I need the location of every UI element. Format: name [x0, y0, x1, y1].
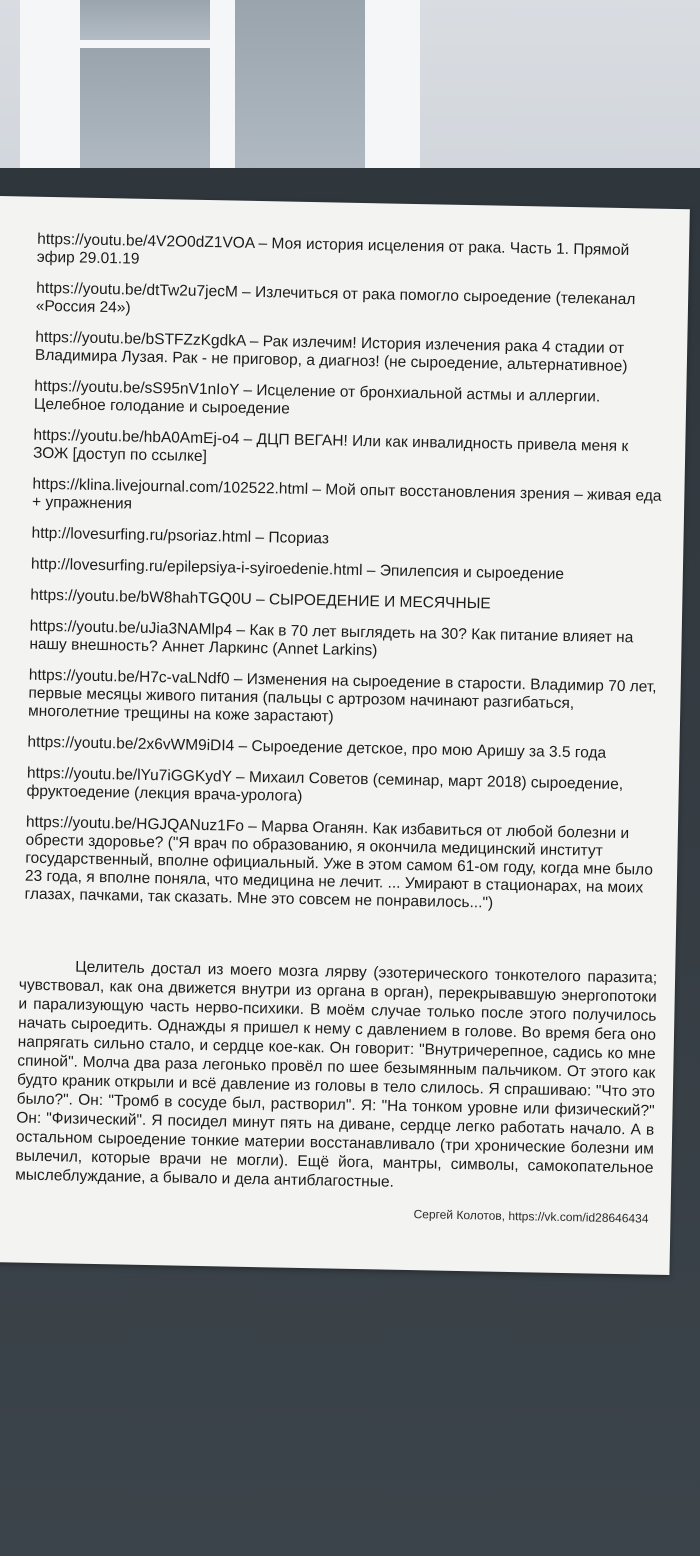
entry-url: https://youtu.be/lYu7iGGKydY [26, 764, 232, 786]
window-pane [80, 0, 210, 40]
link-entry [37, 231, 670, 279]
link-entry [34, 378, 667, 426]
entry-description: ДЦП ВЕГАН! Или как инвалидность привела меня к ЗОЖ [доступ по ссылке] [32, 430, 629, 466]
entry-separator: – [229, 670, 247, 688]
entry-description: Излечиться от рака помогло сыроедение (телеканал «Россия 24») [35, 283, 636, 317]
link-entry [32, 476, 665, 524]
entry-url: https://youtu.be/uJia3NAMlp4 [29, 617, 233, 639]
entry-separator: – [307, 480, 326, 499]
entry-separator: – [243, 817, 262, 836]
link-entry [30, 587, 662, 617]
entry-separator: – [245, 332, 263, 351]
entry-url: https://youtu.be/bW8hahTGQ0U [30, 586, 252, 608]
entry-url: https://youtu.be/dtTw2u7jecM [36, 279, 238, 301]
entry-description: Изменения на сыроедение в старости. Владимир 70 лет, первые месяцы живого питания (пальцы с артрозом начинают разгибаться, многолетние трещины на коже зарастают) [27, 670, 657, 726]
link-entry [33, 427, 666, 475]
link-entry [24, 814, 658, 916]
entry-url: https://youtu.be/HGJQANuz1Fo [25, 813, 245, 835]
paper-sheet [0, 196, 690, 1275]
entry-separator: – [362, 562, 380, 580]
entry-description: Сыроедение детское, про мою Аришу за 3.5 года [251, 737, 607, 762]
entry-description: Эпилепсия и сыроедение [379, 562, 565, 583]
link-entry [31, 525, 663, 555]
entry-url: https://youtu.be/hbA0AmEj-o4 [33, 426, 240, 448]
entry-description: Рак излечим! История излечения рака 4 стадии от Владимира Лузая. Рак - не приговор, а диагноз! (не сыроедение, альтернативное) [34, 333, 628, 376]
entry-description: Марва Оганян. Как избавиться от любой болезни и обрести здоровье? ("Я врач по образованию, я окончила медицинский институт государственный, вполне официальный. Уже в этом самом 61-ом году, когда мне было 23 года, я вполне поняла, что медицина не лечит. ... Умирают в стационарах, на моих глазах, пачками, так сказать. Мне это совсем не понравилось...") [24, 818, 654, 912]
link-entry [36, 280, 669, 328]
entry-description: Псориаз [268, 529, 330, 548]
entry-separator: – [254, 234, 272, 253]
testimonial-paragraph: Целитель достал из моего мозга лярву (эзотерического тонкотелого паразита; чувствовал, как она движется внутри из органа в орган), перекрывавшую энергопотоки и парализующую часть нерво-психики. В моём случае только после этого получилось начать сыроедить. Однажды я пришел к нему с давлением в голове. Во время бега оно напрягать сильно стало, и сердце кое-как. Он говорит: "Внутричерепное, садись ко мне спиной". Молча два раза легонько провёл по шее безымянным пальчиком. От этого как будто краник открыли и всё давление из головы в тело слилось. Я спрашиваю: "Что это было?". Он: "Тромб в сосуде был, растворил". Я: "На тонком уровне или физический?" Он: "Физический". Я посидел минут пять на диване, сердце легко работать начало. А в остальном сыроедение тонкие материи восстанавливало (три хронические болезни им вылечил, которые врачи не могли). Ещё йога, мантры, символы, самокопательное мыслеблуждание, а бывало и дела антиблагостные. [15, 958, 658, 1191]
entry-separator: – [251, 590, 270, 609]
link-entry [29, 618, 662, 666]
entry-separator: – [251, 528, 269, 547]
entry-description: СЫРОЕДЕНИЕ И МЕСЯЧНЫЕ [268, 591, 491, 613]
link-entry [28, 667, 661, 733]
entry-url: https://youtu.be/4V2O0dZ1VOA [37, 230, 255, 252]
entry-url: http://lovesurfing.ru/psoriaz.html [31, 524, 252, 546]
window-pane [235, 0, 365, 195]
entry-url: http://lovesurfing.ru/epilepsiya-i-syiroedenie.html [30, 555, 363, 580]
link-entry [35, 329, 668, 377]
entry-separator: – [234, 737, 252, 755]
entry-description: Исцеление от бронхиальной астмы и аллергии. Целебное голодание и сыроедение [33, 381, 601, 418]
entry-url: https://youtu.be/2x6vWM9iDI4 [27, 733, 235, 755]
entry-separator: – [231, 768, 250, 786]
entry-separator: – [239, 430, 257, 448]
link-entry [31, 556, 663, 586]
entry-separator: – [237, 283, 256, 301]
entry-description: Моя история исцеления от рака. Часть 1. Прямой эфир 29.01.19 [36, 235, 630, 268]
link-list [24, 231, 669, 929]
entry-separator: – [232, 621, 250, 639]
author-signature: Сергей Колотов, https://vk.com/id28646434 [413, 1207, 649, 1226]
link-entry [27, 734, 659, 764]
entry-url: https://youtu.be/sS95nV1nIoY [34, 377, 240, 399]
entry-url: https://youtu.be/H7c-vaLNdf0 [28, 666, 230, 688]
entry-description: Как в 70 лет выглядеть на 30? Как питание влияет на нашу внешность? Аннет Ларкинс (Annet Larkins) [29, 621, 634, 660]
entry-separator: – [238, 381, 257, 399]
entry-description: Михаил Советов (семинар, март 2018) сыроедение, фруктоедение (лекция врача-уролога) [26, 768, 624, 805]
entry-url: https://klina.livejournal.com/102522.html [32, 475, 309, 498]
entry-url: https://youtu.be/bSTFZzKgdkA [35, 328, 246, 350]
entry-description: Мой опыт восстановления зрения – живая еда + упражнения [31, 481, 662, 513]
link-entry [26, 765, 659, 813]
window-pane [80, 48, 210, 188]
